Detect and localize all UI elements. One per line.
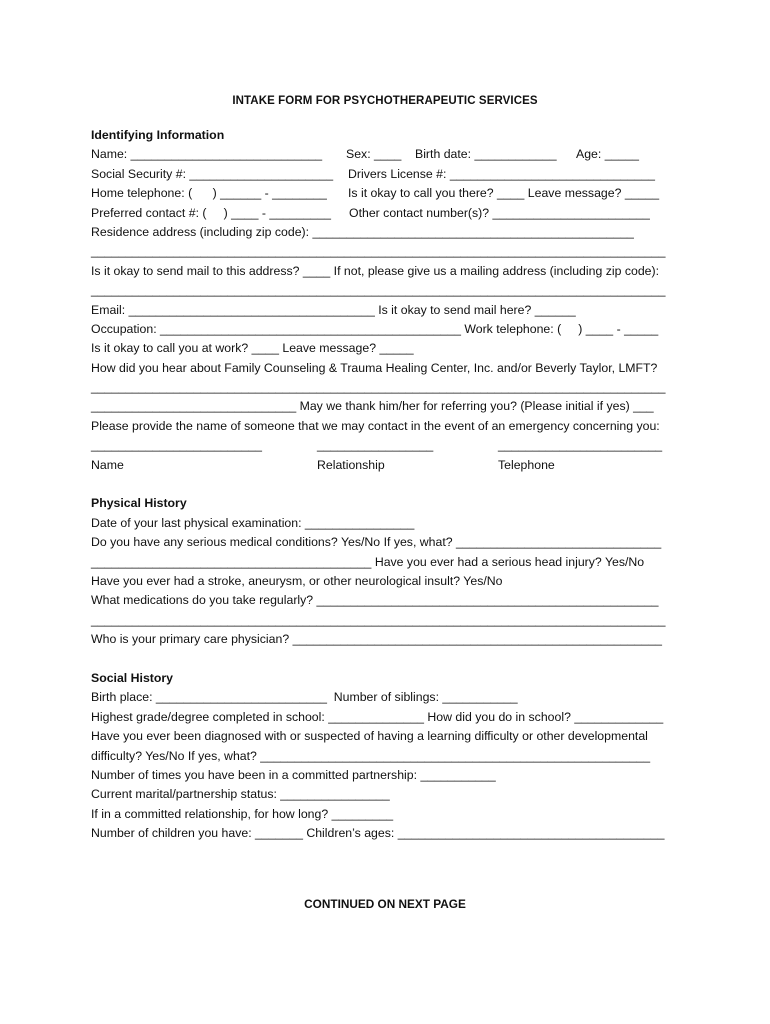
call-work-field[interactable]: Is it okay to call you at work? ____ Leave message? _____ [91,341,414,356]
birth-place-field[interactable]: Birth place: _________________________ Number of siblings: ___________ [91,690,518,705]
section-spacer [91,650,691,669]
occupation-field[interactable]: Occupation: ____________________________________________ Work telephone: ( ) ____ - _____ [91,321,659,336]
ok-to-call-field[interactable]: Is it okay to call you there? ____ Leave message? _____ [348,186,660,201]
emergency-relationship-label: Relationship [317,457,385,472]
learning-difficulty-field[interactable]: difficulty? Yes/No If yes, what? _________________________________________________________ [91,748,651,763]
emergency-telephone-field[interactable]: ________________________ [498,438,663,453]
education-field[interactable]: Highest grade/degree completed in school: ______________ How did you do in school? _____________ [91,709,664,724]
physical-heading: Physical History [91,496,187,511]
continued-notice: CONTINUED ON NEXT PAGE [304,897,466,911]
emergency-contact-blanks [91,436,691,455]
other-contact-field[interactable]: Other contact number(s)? _______________________ [349,205,650,220]
referral-source-question: How did you hear about Family Counseling & Trauma Healing Center, Inc. and/or Beverly Taylor, LMFT? [91,360,658,375]
sex-field[interactable]: Sex: ____ [346,147,402,162]
form-title: INTAKE FORM FOR PSYCHOTHERAPEUTIC SERVICES [232,95,538,107]
residence-field[interactable]: Residence address (including zip code): _______________________________________________ [91,224,634,239]
referral-source-field[interactable]: ____________________________________________________________________________________ [91,380,666,395]
name-row [91,145,691,164]
thank-referrer-field[interactable]: ______________________________ May we thank him/her for referring you? (Please initial if yes) ___ [91,399,654,414]
home-phone-field[interactable]: Home telephone: ( ) ______ - ________ [91,186,327,201]
preferred-contact-field[interactable]: Preferred contact #: ( ) ____ - _________ [91,205,331,220]
residence-continued-field[interactable]: ____________________________________________________________________________________ [91,244,666,259]
marital-status-field[interactable]: Current marital/partnership status: ________________ [91,787,390,802]
email-field[interactable]: Email: ____________________________________ Is it okay to send mail here? ______ [91,302,576,317]
social-heading: Social History [91,670,174,685]
emergency-contact-labels [91,456,691,475]
ssn-field[interactable]: Social Security #: _____________________ [91,166,334,181]
primary-physician-field[interactable]: Who is your primary care physician? ______________________________________________________ [91,632,662,647]
birth-date-field[interactable]: Birth date: ____________ [415,147,557,162]
section-spacer [91,475,691,494]
medical-conditions-field[interactable]: Do you have any serious medical conditions? Yes/No If yes, what? ______________________________ [91,535,662,550]
relationship-length-field[interactable]: If in a committed relationship, for how long? _________ [91,806,394,821]
emergency-name-field[interactable]: _________________________ [91,438,262,453]
last-exam-field[interactable]: Date of your last physical examination: ________________ [91,515,415,530]
form-content [91,126,691,843]
identifying-heading: Identifying Information [91,128,225,142]
ssn-row [91,165,691,184]
preferred-contact-row [91,204,691,223]
head-injury-field[interactable]: _________________________________________ Have you ever had a serious head injury? Yes/No [91,554,645,569]
medications-field[interactable]: What medications do you take regularly? __________________________________________________ [91,593,659,608]
emergency-contact-prompt: Please provide the name of someone that we may contact in the event of an emergency concerning you: [91,418,660,433]
learning-difficulty-question: Have you ever been diagnosed with or suspected of having a learning difficulty or other developmental [91,729,648,744]
home-phone-row [91,184,691,203]
drivers-license-field[interactable]: Drivers License #: ______________________________ [348,166,655,181]
mail-question: Is it okay to send mail to this address? ____ If not, please give us a mailing address (including zip code): [91,263,660,278]
emergency-name-label: Name [91,457,124,472]
age-field[interactable]: Age: _____ [576,147,639,162]
emergency-relationship-field[interactable]: _________________ [317,438,434,453]
medications-continued-field[interactable]: ____________________________________________________________________________________ [91,612,666,627]
mailing-address-field[interactable]: ____________________________________________________________________________________ [91,283,666,298]
stroke-question[interactable]: Have you ever had a stroke, aneurysm, or other neurological insult? Yes/No [91,573,503,588]
children-field[interactable]: Number of children you have: _______ Children’s ages: _______________________________________ [91,826,665,841]
partnerships-field[interactable]: Number of times you have been in a committed partnership: ___________ [91,767,496,782]
name-field[interactable]: Name: ____________________________ [91,147,323,162]
emergency-telephone-label: Telephone [498,457,555,472]
